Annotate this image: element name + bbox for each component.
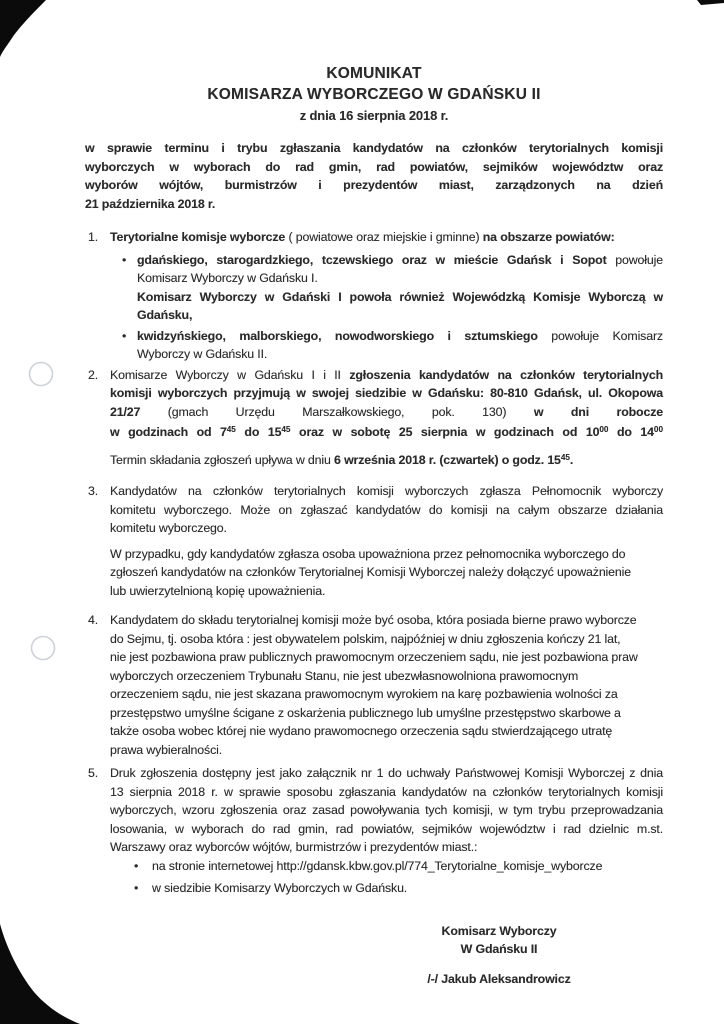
doc-line [137,306,663,325]
doc-line [110,783,663,802]
doc-line [85,158,663,177]
signature-name: /-/ Jakub Aleksandrowicz [427,971,571,986]
text-segment: 45 [281,425,291,434]
doc-line [110,545,663,564]
numbered-item [85,611,663,759]
title-line-1: KOMUNIKAT [326,65,422,82]
doc-line [110,582,663,601]
scan-corner-top-left-icon [0,0,46,57]
bullet-item [110,327,663,364]
text-segment: zgłoszenia kandydatów na członków terytorialnych [349,367,664,382]
doc-line [137,327,663,346]
bullet-list [110,857,663,898]
scan-corner-top-right-icon [697,0,724,5]
doc-line [152,857,663,876]
doc-line [110,648,663,667]
paragraph [110,228,663,247]
text-segment: gdańskiego, starogardzkiego, tczewskiego oraz w mieście Gdańsk i Sopot [137,252,616,267]
text-segment: 45 [226,425,236,434]
doc-line [137,288,663,307]
item-content [110,482,663,600]
doc-line [110,384,663,403]
item-number: 2. [88,367,99,382]
doc-line [85,139,663,158]
bullet-content [152,857,663,876]
text-segment: kwidzyńskiego, malborskiego, nowodworskiego i sztumskiego [137,328,552,343]
doc-line [110,667,663,686]
doc-line [137,251,663,270]
paragraph [110,545,663,601]
text-segment: nie jest pozbawiona praw publicznych prawomocnym orzeczeniem sądu, nie jest pozbawiona praw [110,650,638,664]
doc-line [110,741,663,760]
doc-line [110,403,663,422]
title-line-2: KOMISARZA WYBORCZEGO W GDAŃSKU II [207,86,541,103]
text-segment: wyborczych, wzoru zgłoszenia oraz zasad powoływania tych komisji, w tym trybu przeprowadzania [110,803,663,817]
bullet-content [152,879,663,898]
numbered-item [85,764,663,898]
doc-line [152,879,663,898]
text-segment: Gdańsku, [137,308,193,322]
document-body [85,139,663,898]
doc-line [110,722,663,741]
paragraph [110,366,663,442]
text-segment: Terytorialne komisje wyborcze [110,230,289,244]
signature-role-line-2: W Gdańsku II [460,941,538,956]
document [85,63,663,988]
bullet-item [110,857,663,876]
paragraph [110,482,663,538]
item-number: 3. [88,484,99,498]
text-segment: Kandydatów na członków terytorialnych komisji wyborczych zgłasza Pełnomocnik wyborczy [110,484,663,498]
text-segment: Termin składania zgłoszeń upływa w dniu [110,452,335,467]
paragraph [110,611,663,759]
text-segment: wyborczych orzeczeniem Trybunału Stanu, nie jest ubezwłasnowolniona prawomocnym [110,668,579,683]
doc-line [137,269,663,288]
text-segment: do 14 [608,425,654,439]
text-segment: Komisarze Wyborczy w Gdańsku I i II [110,367,350,382]
text-segment: oraz w sobotę 25 sierpnia w godzinach od 10 [290,425,600,439]
item-content [110,366,663,470]
punch-hole-bottom-icon [32,637,55,660]
text-segment: Druk zgłoszenia dostępny jest jako załącznik nr 1 do uchwały Państwowej Komisji Wyborczej z dnia [110,766,663,780]
text-segment: wyborczych w wyborach do rad gmin, rad powiatów, sejmików województw oraz [85,159,663,174]
doc-line [110,421,663,442]
text-segment: lub uwierzytelnioną kopię upoważnienia. [110,583,326,598]
doc-line [110,611,663,630]
bullet-content [137,251,663,325]
punch-hole-top-icon [30,363,53,386]
text-segment: w siedzibie Komisarzy Wyborczych w Gdańsku. [152,881,408,895]
doc-line [110,630,663,649]
text-segment: losowania, w wyborach do rad gmin, rad powiatów, sejmików województw i rad dzielnic m.st. [110,821,663,836]
text-segment: na stronie internetowej http://gdansk.kbw.gov.pl/774_Terytorialne_komisje_wyborcze [152,858,603,873]
text-segment: w godzinach od 7 [110,425,227,439]
item-content [110,764,663,898]
intro-paragraph [85,139,663,213]
doc-line [110,764,663,783]
text-segment: orzeczeniem sądu, nie jest skazana prawomocnym wyrokiem na karę pozbawienia wolności za [110,687,618,701]
doc-line [110,820,663,839]
text-segment: 00 [653,425,664,434]
text-segment: Komisarz Wyborczy w Gdańsku I. [137,271,318,285]
item-content [110,228,663,364]
paragraph [110,764,663,857]
text-segment: Komisarz Wyborczy w Gdański I powoła również Wojewódzką Komisje Wyborczą w [137,289,663,304]
document-header [85,63,663,126]
bullet-icon: • [134,881,139,895]
text-segment: komisji wyborczych przyjmują w swojej siedzibie w Gdańsku: 80-810 Gdańsk, ul. Okopowa [110,386,663,400]
numbered-item [85,366,663,470]
doc-line [110,563,663,582]
bullet-content [137,327,663,364]
doc-line [137,345,663,364]
doc-line [110,704,663,723]
doc-line [85,176,663,195]
doc-line [85,195,663,214]
item-number: 1. [88,230,99,244]
doc-line [110,801,663,820]
text-segment: . [569,452,574,467]
text-segment: Kandydatem do składu terytorialnej komisji może być osoba, która posiada bierne prawo wyborcze [110,613,637,627]
text-segment: 13 sierpnia 2018 r. w sprawie sposobu zgłaszania kandydatów na członków terytorialnych komisji [110,784,663,799]
text-segment: 6 września 2018 r. (czwartek) o godz. 15 [334,452,561,467]
bullet-icon: • [122,328,127,343]
bullet-item [110,879,663,898]
text-segment: komitetu wyborczego. [110,521,227,535]
signature-block [420,922,578,989]
item-content [110,611,663,759]
text-segment: także osoba wobec której nie wydano prawomocnego orzeczenia sądu stwierdzającego utratę [110,724,613,738]
paragraph [110,449,663,470]
numbered-item [85,228,663,364]
text-segment: W przypadku, gdy kandydatów zgłasza osoba upoważniona przez pełnomocnika wyborczego do [110,546,626,561]
text-segment: (gmach Urzędu Marszałkowskiego, pok. 130) [167,404,534,419]
text-segment: w sprawie terminu i trybu zgłaszania kandydatów na członków terytorialnych komisji [85,141,663,155]
bullet-icon: • [122,252,127,267]
text-segment: 21 października 2018 r. [85,196,216,211]
title-line-3: z dnia 16 sierpnia 2018 r. [299,108,449,123]
signature-role-line-1: Komisarz Wyborczy [441,923,557,938]
doc-line [110,228,663,247]
text-segment: zgłoszeń kandydatów na członków Terytorialnej Komisji Wyborczej należy dołączyć upoważnienie [110,565,631,579]
text-segment: 45 [560,452,570,462]
text-segment: przestępstwo umyślne ścigane z oskarżenia publicznego lub umyślne przestępstwo skarbowe a [110,705,621,720]
item-number: 4. [88,613,99,627]
text-segment: Warszawy oraz wyborców wójtów, burmistrzów i prezydentów miast.: [110,840,478,854]
scan-corner-bottom-left-icon [0,924,80,1024]
doc-line [110,482,663,501]
doc-line [110,366,663,385]
text-segment: prawa wybieralności. [110,742,223,757]
doc-line [110,449,663,470]
item-number: 5. [88,766,99,780]
text-segment: powołuje Komisarz [551,328,663,343]
text-segment: 00 [599,425,609,434]
doc-line [110,501,663,520]
bullet-item [110,251,663,325]
bullet-icon: • [134,858,139,873]
doc-line [110,838,663,857]
text-segment: ( powiatowe oraz miejskie i gminne) [288,230,483,244]
text-segment: powołuje [615,252,663,267]
text-segment: komitetu wyborczego. Może on zgłaszać kandydatów do komisji na całym obszarze działania [110,502,663,517]
bullet-list [110,251,663,364]
doc-line [110,519,663,538]
text-segment: 21/27 [110,404,168,419]
text-segment: wyborów wójtów, burmistrzów i prezydentów miast, zarządzonych na dzień [85,178,663,192]
text-segment: na obszarze powiatów: [482,230,615,244]
text-segment: Wyborczy w Gdańsku II. [137,347,268,361]
doc-line [110,685,663,704]
text-segment: w dni robocze [533,404,663,419]
text-segment: do 15 [235,425,282,439]
numbered-item [85,482,663,600]
text-segment: do Sejmu, tj. osoba która : jest obywatelem polskim, najpóźniej w dniu zgłoszenia kończy 21 lat, [110,631,621,646]
